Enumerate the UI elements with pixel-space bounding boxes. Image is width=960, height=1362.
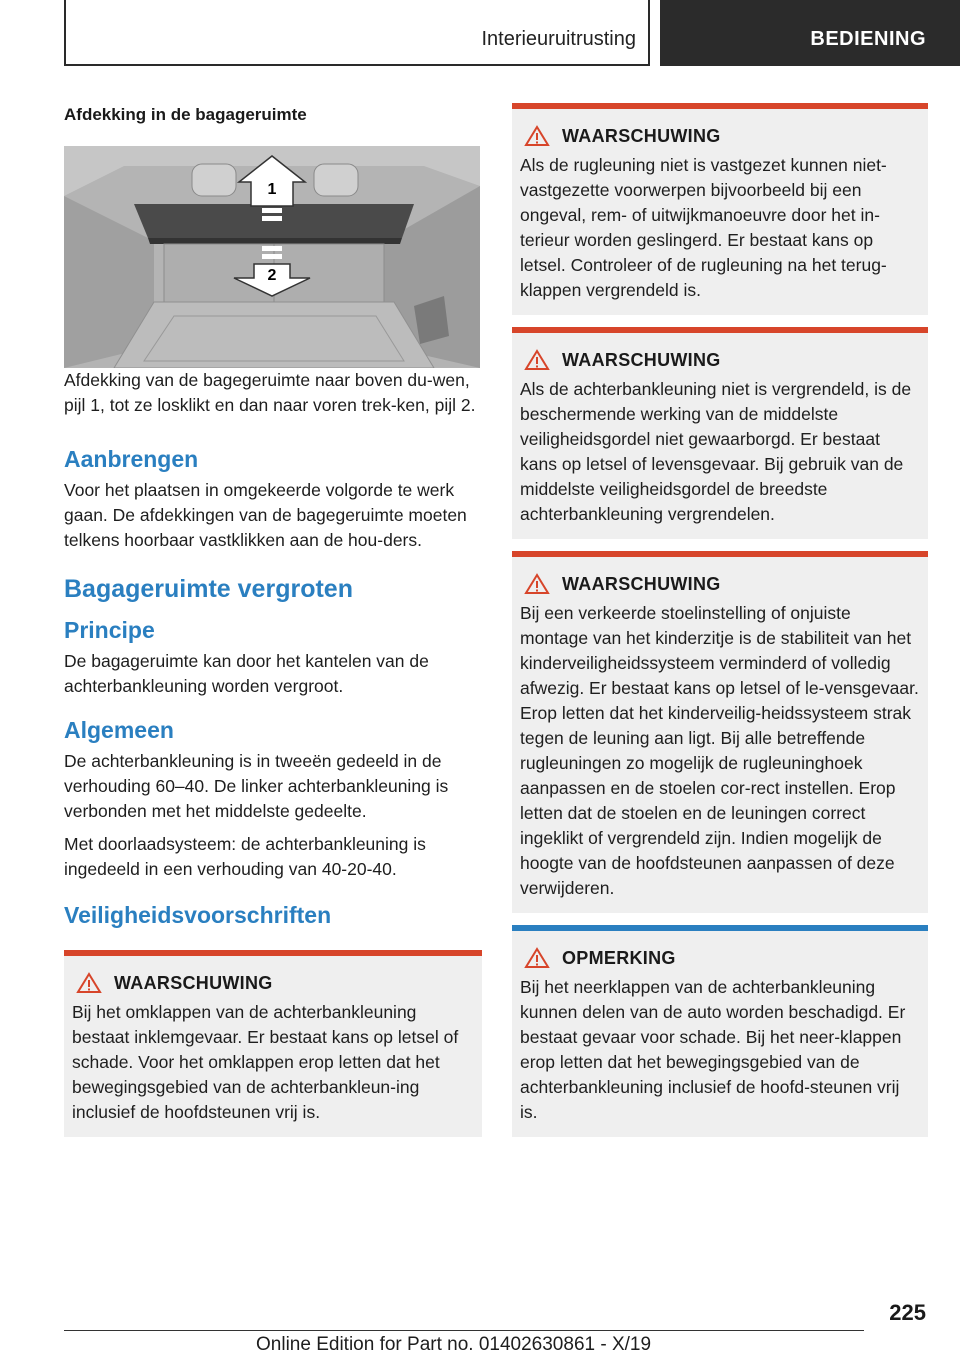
cargo-cover-drawing (64, 146, 480, 368)
heading-veiligheidsvoorschriften: Veiligheidsvoorschriften (64, 902, 332, 928)
header-rule-bottom (64, 64, 650, 66)
warning-text: Bij het omklappen van de achterbankleuning bestaat inklemgevaar. Er bestaat kans op letsel of schade. Voor het omklappen erop letten dat het bewegingsgebied van de achterbankleun-ing inclusief de hoofdsteunen vrij is. (72, 1002, 459, 1122)
page-number: 225 (889, 1300, 926, 1325)
warning-label: WAARSCHUWING (114, 972, 273, 993)
principe-text: De bagageruimte kan door het kantelen van de achterbankleuning worden vergroot. (64, 651, 429, 696)
header-chapter-label: BEDIENING (810, 28, 926, 50)
left-column (64, 100, 482, 1137)
warning-box-kinderzitje (512, 551, 928, 913)
warning-text: Bij een verkeerde stoelinstelling of onjuiste montage van het kinderzitje is de stabiliteit van het kinderveiligheidssysteem verminderd of volledig afwezig. Er bestaat kans op letsel of le-vensgevaar. Erop letten dat het kinderveilig-heidssysteem strak tegen de leuning aan ligt. Bij alle betreffende rugleuningen zo mogelijk de rugleuninghoek aanpassen en de stoelen cor-rect instellen. Erop letten dat de stoelen en de leuningen correct ingeklikt of vergrendeld zijn. Indien mogelijk de hoogte van de hoofdsteunen aanpassen of deze verwijderen. (520, 603, 919, 898)
header-rule-right (648, 0, 650, 66)
footer-edition: Online Edition for Part no. 01402630861 - X/19 (256, 1334, 652, 1355)
heading-principe: Principe (64, 617, 155, 643)
warning-triangle-icon (524, 573, 550, 595)
warning-box-rugleuning (512, 103, 928, 315)
aanbrengen-text: Voor het plaatsen in omgekeerde volgorde te werk gaan. De afdekkingen van de bagegeruimte moeten telkens hoorbaar vastklikken aan de hou-ders. (64, 480, 467, 550)
warning-label: WAARSCHUWING (562, 573, 721, 594)
right-column (512, 103, 928, 1137)
warning-box-veiligheidsgordel (512, 327, 928, 539)
header-rule-left (64, 0, 66, 66)
heading-aanbrengen: Aanbrengen (64, 446, 199, 472)
warning-text: Als de rugleuning niet is vastgezet kunnen niet-vastgezette voorwerpen bijvoorbeeld bij een ongeval, rem- of uitwijkmanoeuvre door het in-terieur worden geslingerd. Er bestaat kans op letsel. Controleer of de rugleuning na het terug-klappen vergrendeld is. (520, 155, 887, 300)
algemeen-text-1: De achterbankleuning is in tweeën gedeeld in de verhouding 60–40. De linker achterbankleuning is verbonden met het middelste gedeelte. (64, 751, 449, 821)
cargo-cover-illustration (64, 146, 480, 368)
algemeen-text-2: Met doorlaadsysteem: de achterbankleuning is ingedeeld in een verhouding van 40-20-40. (64, 834, 426, 879)
warning-label: WAARSCHUWING (562, 349, 721, 370)
footer-rule (64, 1330, 864, 1331)
heading-bagageruimte-vergroten: Bagageruimte vergroten (64, 575, 353, 603)
header-chapter-tab (660, 0, 960, 66)
warning-triangle-icon (524, 125, 550, 147)
note-text: Bij het neerklappen van de achterbankleuning kunnen delen van de auto worden beschadigd. Er bestaat gevaar voor schade. Bij het neer-klappen erop letten dat het bewegingsgebied van de achterbankleuning inclusief de hoofd-steunen vrij is. (520, 977, 906, 1122)
note-box-schade (512, 925, 928, 1137)
warning-label: WAARSCHUWING (562, 125, 721, 146)
arrow-2-label: 2 (267, 267, 277, 284)
warning-triangle-icon (524, 947, 550, 969)
arrow-1-label: 1 (267, 181, 277, 198)
figure-title: Afdekking in de bagageruimte (64, 105, 307, 124)
figure-caption: Afdekking van de bagegeruimte naar boven du-wen, pijl 1, tot ze losklikt en dan naar voren trek-ken, pijl 2. (64, 370, 476, 415)
warning-box-omklappen (64, 950, 482, 1137)
header-section-title: Interieuruitrusting (481, 28, 636, 50)
warning-text: Als de achterbankleuning niet is vergrendeld, is de beschermende werking van de middelste veiligheidsgordel niet gewaarborgd. Er bestaat kans op letsel of levensgevaar. Bij gebruik van de middelste veiligheidsgordel de breedste achterbankleuning vergrendelen. (520, 379, 912, 524)
warning-triangle-icon (76, 972, 102, 994)
note-label: OPMERKING (562, 947, 676, 968)
warning-triangle-icon (524, 349, 550, 371)
heading-algemeen: Algemeen (64, 717, 174, 743)
